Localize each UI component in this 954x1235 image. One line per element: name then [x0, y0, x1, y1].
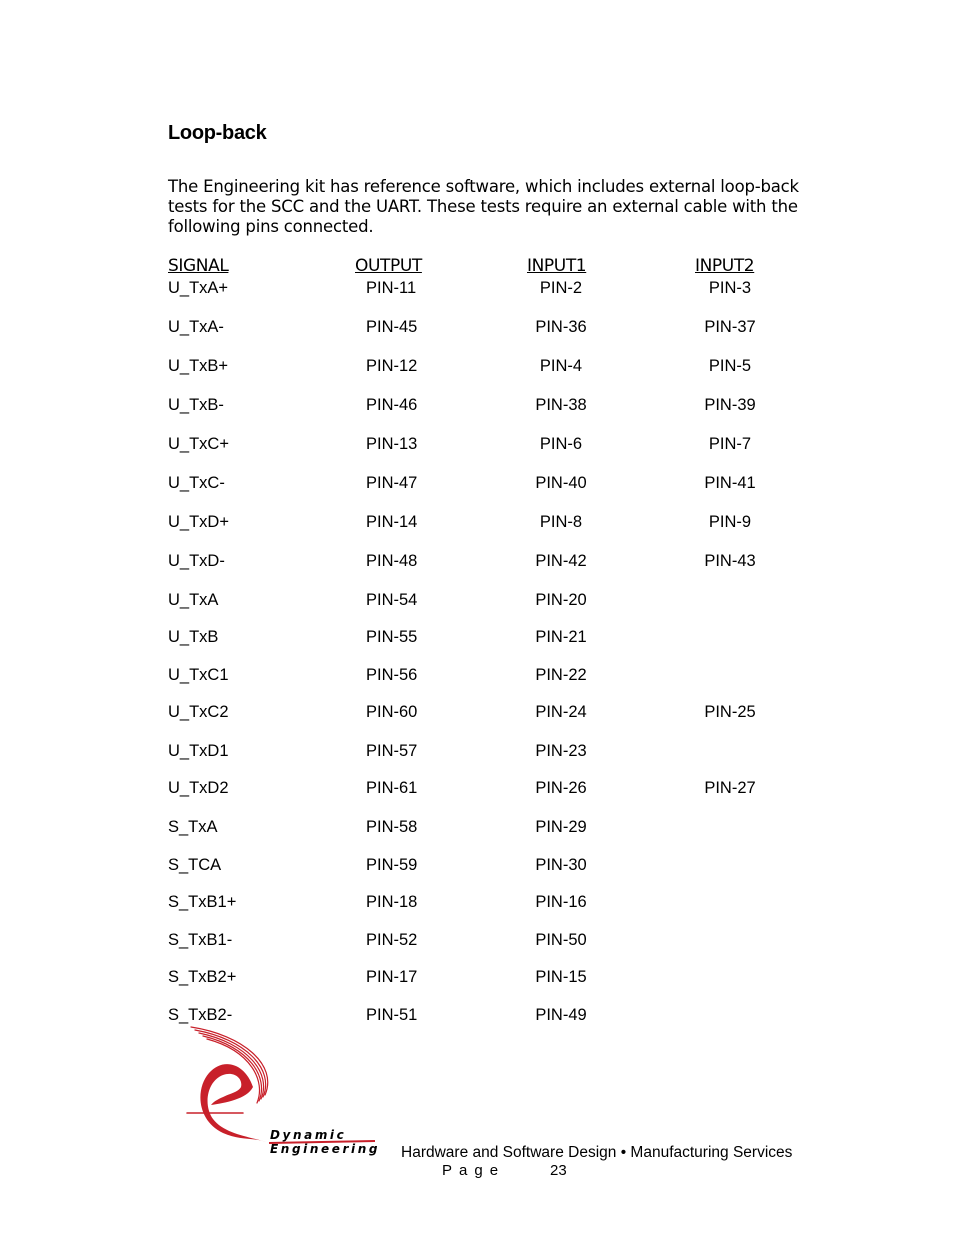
output-cell: PIN-14 [366, 513, 418, 531]
output-cell: PIN-57 [366, 742, 418, 760]
table-row [0, 818, 954, 838]
signal-cell: U_TxD2 [168, 779, 229, 797]
table-row [0, 666, 954, 686]
table-row [0, 396, 954, 416]
input1-cell: PIN-6 [539, 435, 583, 453]
signal-cell: U_TxD+ [168, 513, 229, 531]
output-cell: PIN-51 [366, 1006, 418, 1024]
input2-cell: PIN-3 [708, 279, 752, 297]
input2-cell: PIN-43 [704, 552, 756, 570]
output-cell: PIN-12 [366, 357, 418, 375]
input1-cell: PIN-40 [535, 474, 587, 492]
page-label: Page [442, 1162, 506, 1179]
signal-cell: U_TxA [168, 591, 219, 609]
signal-cell: U_TxC- [168, 474, 225, 492]
input1-cell: PIN-49 [535, 1006, 587, 1024]
table-row [0, 279, 954, 299]
output-cell: PIN-11 [366, 279, 417, 297]
header-input1: INPUT1 [527, 256, 587, 276]
signal-cell: U_TxD- [168, 552, 225, 570]
input1-cell: PIN-50 [535, 931, 587, 949]
signal-cell: U_TxA- [168, 318, 224, 336]
output-cell: PIN-52 [366, 931, 418, 949]
input2-cell: PIN-37 [704, 318, 756, 336]
header-output: OUTPUT [355, 256, 422, 276]
table-row [0, 1006, 954, 1026]
output-cell: PIN-58 [366, 818, 418, 836]
input1-cell: PIN-36 [535, 318, 587, 336]
output-cell: PIN-60 [366, 703, 418, 721]
signal-cell: S_TxA [168, 818, 218, 836]
signal-cell: U_TxC+ [168, 435, 229, 453]
input1-cell: PIN-38 [535, 396, 587, 414]
table-row [0, 474, 954, 494]
table-row [0, 513, 954, 533]
signal-cell: S_TxB2- [168, 1006, 233, 1024]
input1-cell: PIN-4 [539, 357, 583, 375]
table-row [0, 856, 954, 876]
output-cell: PIN-56 [366, 666, 418, 684]
input1-cell: PIN-8 [539, 513, 583, 531]
input1-cell: PIN-42 [535, 552, 587, 570]
input1-cell: PIN-2 [539, 279, 583, 297]
table-row [0, 703, 954, 723]
signal-cell: S_TxB2+ [168, 968, 237, 986]
input1-cell: PIN-30 [535, 856, 587, 874]
signal-cell: S_TCA [168, 856, 222, 874]
input2-cell: PIN-27 [704, 779, 756, 797]
table-row [0, 779, 954, 799]
output-cell: PIN-46 [366, 396, 418, 414]
logo-text-dynamic: Dynamic [270, 1128, 347, 1142]
table-row [0, 628, 954, 648]
input1-cell: PIN-20 [535, 591, 587, 609]
input2-cell: PIN-39 [704, 396, 756, 414]
input2-cell: PIN-25 [704, 703, 756, 721]
input1-cell: PIN-26 [535, 779, 587, 797]
table-row [0, 893, 954, 913]
output-cell: PIN-18 [366, 893, 418, 911]
signal-cell: U_TxB+ [168, 357, 229, 375]
table-row [0, 552, 954, 572]
signal-cell: U_TxC2 [168, 703, 229, 721]
output-cell: PIN-13 [366, 435, 418, 453]
input1-cell: PIN-16 [535, 893, 587, 911]
table-row [0, 968, 954, 988]
section-heading: Loop-back [168, 122, 267, 144]
input1-cell: PIN-21 [535, 628, 587, 646]
input1-cell: PIN-15 [535, 968, 587, 986]
signal-cell: U_TxD1 [168, 742, 229, 760]
output-cell: PIN-45 [366, 318, 418, 336]
input2-cell: PIN-5 [708, 357, 752, 375]
output-cell: PIN-59 [366, 856, 418, 874]
signal-cell: S_TxB1+ [168, 893, 237, 911]
input2-cell: PIN-7 [708, 435, 752, 453]
output-cell: PIN-48 [366, 552, 418, 570]
output-cell: PIN-47 [366, 474, 418, 492]
input1-cell: PIN-29 [535, 818, 587, 836]
footer-page [442, 1162, 567, 1179]
page-number: 23 [550, 1162, 567, 1179]
output-cell: PIN-61 [366, 779, 418, 797]
table-row [0, 357, 954, 377]
table-header [0, 256, 954, 278]
output-cell: PIN-55 [366, 628, 418, 646]
input2-cell: PIN-41 [704, 474, 756, 492]
input2-cell: PIN-9 [708, 513, 752, 531]
input1-cell: PIN-24 [535, 703, 587, 721]
signal-cell: U_TxC1 [168, 666, 229, 684]
input1-cell: PIN-23 [535, 742, 587, 760]
table-row [0, 742, 954, 762]
section-paragraph: The Engineering kit has reference software, which includes external loop-back tests for the SCC and the UART. These tests require an external cable with the following pins connected. [168, 177, 799, 236]
table-row [0, 591, 954, 611]
logo-text-engineering: Engineering [270, 1142, 381, 1156]
table-row [0, 318, 954, 338]
output-cell: PIN-54 [366, 591, 418, 609]
header-input2: INPUT2 [695, 256, 755, 276]
input1-cell: PIN-22 [535, 666, 587, 684]
table-row [0, 931, 954, 951]
signal-cell: S_TxB1- [168, 931, 233, 949]
header-signal: SIGNAL [168, 256, 229, 276]
table-row [0, 435, 954, 455]
signal-cell: U_TxB- [168, 396, 224, 414]
signal-cell: U_TxB [168, 628, 219, 646]
footer-services: Hardware and Software Design • Manufacturing Services [401, 1144, 793, 1161]
output-cell: PIN-17 [366, 968, 418, 986]
signal-cell: U_TxA+ [168, 279, 229, 297]
